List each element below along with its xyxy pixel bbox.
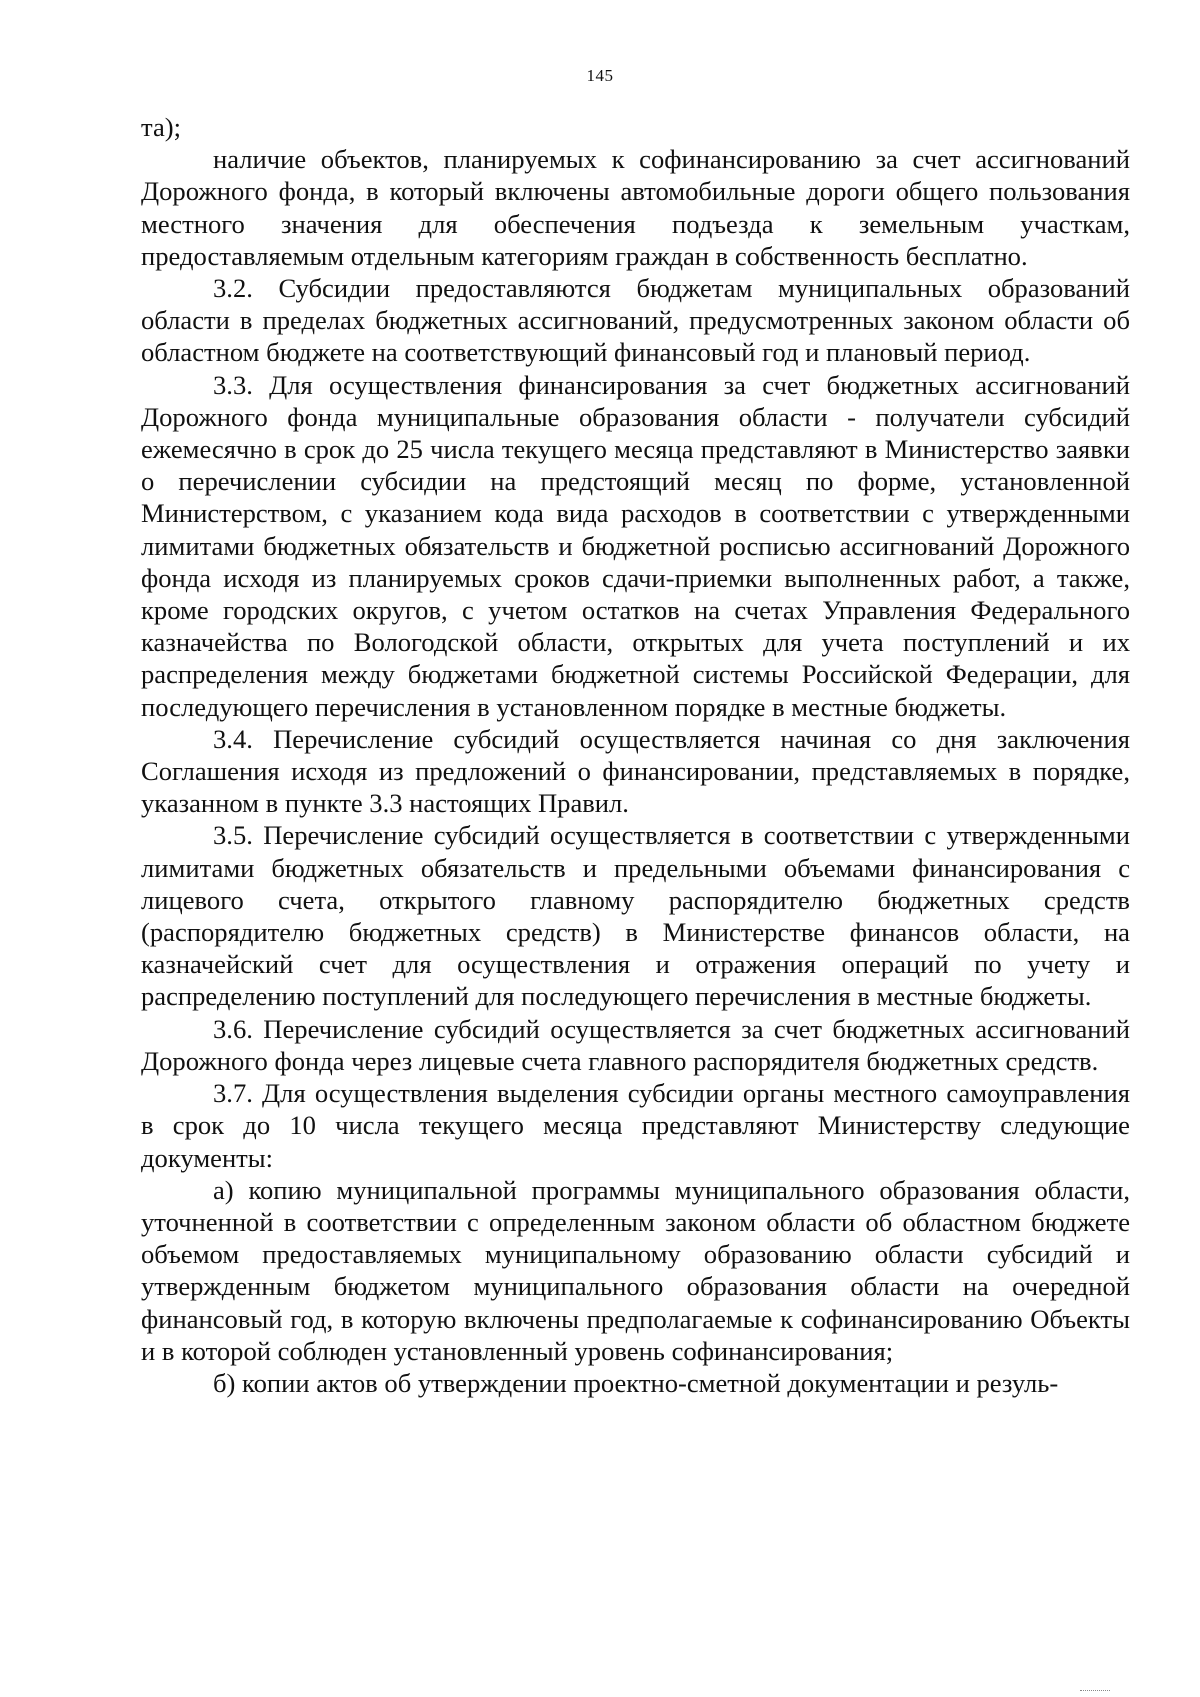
paragraph-item-a: а) копию муниципальной программы муниципального образования области, уточненной в соответствии с определенным законом области об областном бюджете объемом предоставляемых муниципальному образованию области субсидий и утвержденным бюджетом муниципального образования области на очередной финансовый год, в которую включены предполагаемые к софинансированию Объекты и в которой соблюден установленный уровень софинансирования;	[141, 1174, 1130, 1366]
paragraph-3-7: 3.7. Для осуществления выделения субсидии органы местного самоуправления в срок до 10 числа текущего месяца представляют Министерству следующие документы:	[141, 1078, 1130, 1173]
paragraph-3-6: 3.6. Перечисление субсидий осуществляется за счет бюджетных ассигнований Дорожного фонда через лицевые счета главного распорядителя бюджетных средств.	[141, 1013, 1130, 1076]
paragraph-item-b: б) копии актов об утверждении проектно-сметной документации и резуль-	[213, 1367, 1059, 1398]
paragraph-continuation: та);	[141, 112, 181, 142]
paragraph-3-5: 3.5. Перечисление субсидий осуществляется в соответствии с утвержденными лимитами бюджетных обязательств и предельными объемами финансирования с лицевого счета, открытого главному распорядителю бюджетных средств (распорядителю бюджетных средств) в Министерстве финансов области, на казначейский счет для осуществления и отражения операций по учету и распределению поступлений для последующего перечисления в местные бюджеты.	[141, 820, 1130, 1012]
page-number: 145	[586, 66, 614, 85]
paragraph-objects: наличие объектов, планируемых к софинансированию за счет ассигнований Дорожного фонда, в который включены автомобильные дороги общего пользования местного значения для обеспечения подъезда к земельным участкам, предоставляемым отдельным категориям граждан в собственность бесплатно.	[141, 144, 1130, 271]
paragraph-3-2: 3.2. Субсидии предоставляются бюджетам муниципальных образований области в пределах бюджетных ассигнований, предусмотренных законом области об областном бюджете на соответствующий финансовый год и плановый период.	[141, 273, 1130, 368]
paragraph-3-4: 3.4. Перечисление субсидий осуществляется начиная со дня заключения Соглашения исходя из предложений о финансировании, представляемых в порядке, указанном в пункте 3.3 настоящих Правил.	[141, 723, 1130, 819]
document-body	[141, 111, 1130, 1399]
scan-artifact	[1080, 1690, 1110, 1694]
paragraph-3-3: 3.3. Для осуществления финансирования за счет бюджетных ассигнований Дорожного фонда муниципальные образования области - получатели субсидий ежемесячно в срок до 25 числа текущего месяца представляют в Министерство заявки о перечислении субсидии на предстоящий месяц по форме, установленной Министерством, с указанием кода вида расходов в соответствии с утвержденными лимитами бюджетных обязательств и бюджетной росписью ассигнований Дорожного фонда исходя из планируемых сроков сдачи-приемки выполненных работ, а также, кроме городских округов, с учетом остатков на счетах Управления Федерального казначейства по Вологодской области, открытых для учета поступлений и их распределения между бюджетами бюджетной системы Российской Федерации, для последующего перечисления в установленном порядке в местные бюджеты.	[141, 369, 1130, 722]
